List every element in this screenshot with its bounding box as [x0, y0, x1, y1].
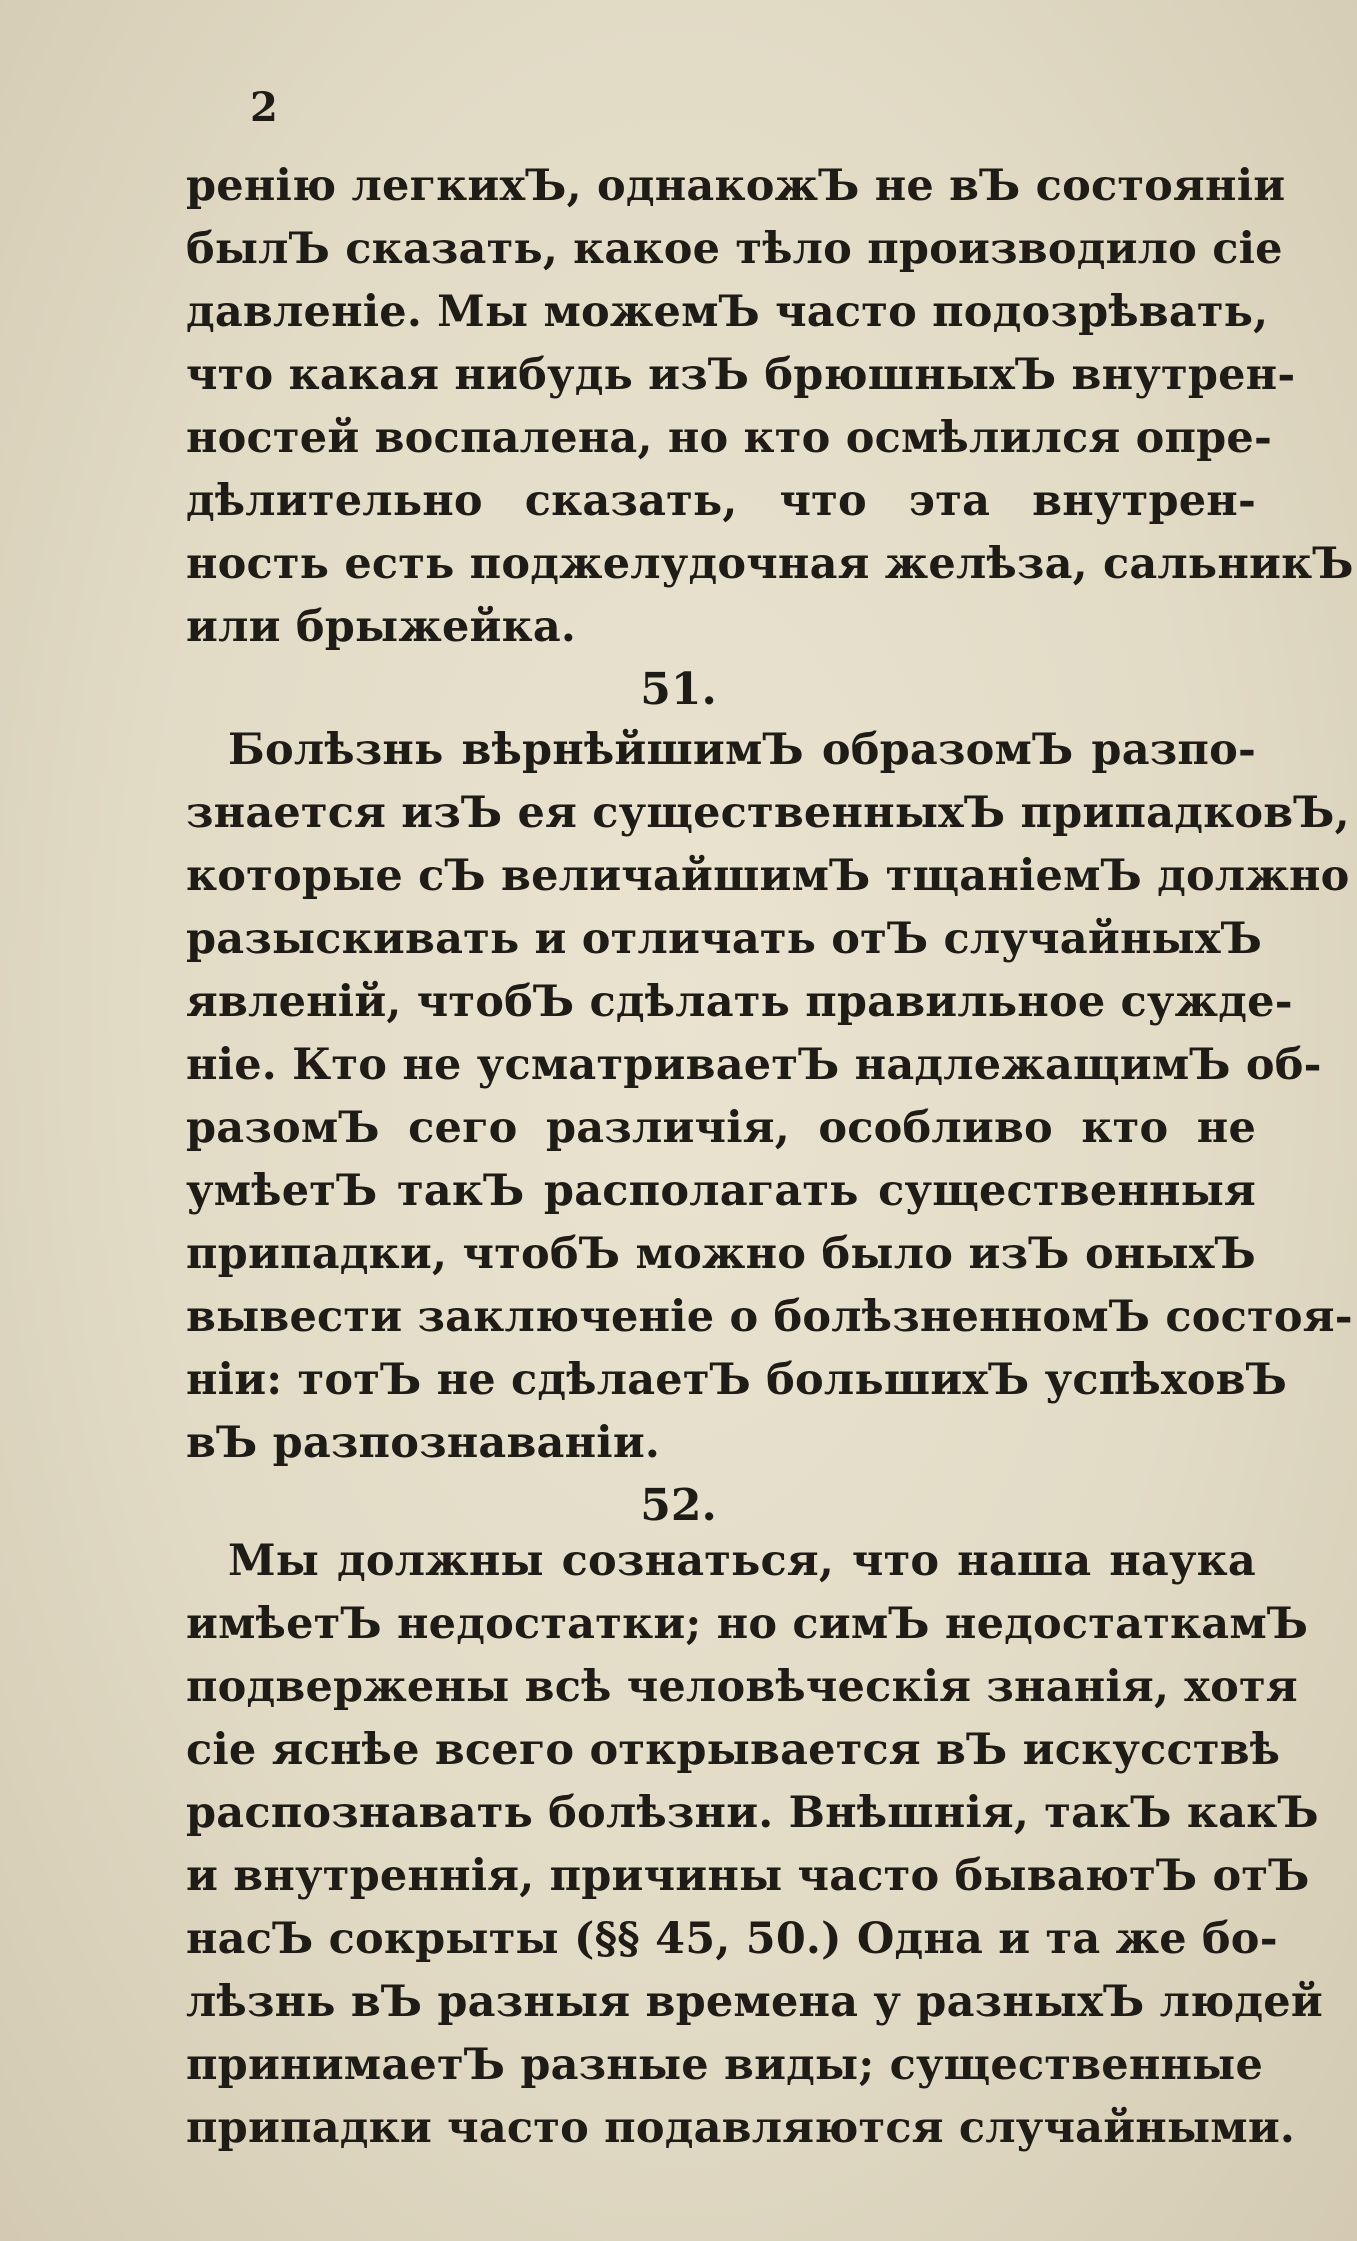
text-line: умѣетЪ такЪ располагать существенныя — [186, 1166, 1256, 1216]
text-line: ніе. Кто не усматриваетЪ надлежащимЪ об- — [186, 1040, 1322, 1090]
text-line: которые сЪ величайшимЪ тщаніемЪ должно — [186, 851, 1350, 901]
text-line: подвержены всѣ человѣческія знанія, хотя — [186, 1662, 1298, 1712]
text-line: вЪ разпознаваніи. — [186, 1418, 661, 1468]
text-line: припадки, чтобЪ можно было изЪ оныхЪ — [186, 1229, 1256, 1279]
text-line: ностей воспалена, но кто осмѣлился опре- — [186, 413, 1273, 463]
text-line: ренію легкихЪ, однакожЪ не вЪ состояніи — [186, 161, 1286, 211]
text-line: ніи: тотЪ не сдѣлаетЪ большихЪ успѣховЪ — [186, 1355, 1288, 1405]
text-line: ность есть поджелудочная желѣза, сальникЪ — [186, 539, 1354, 589]
text-line: и внутреннія, причины часто бываютЪ отЪ — [186, 1851, 1310, 1901]
text-line: насЪ сокрыты (§§ 45, 50.) Одна и та же бо- — [186, 1914, 1278, 1964]
section-number-51: 51. — [640, 664, 717, 715]
section-51-paragraph — [186, 719, 1353, 1475]
text-line: дѣлительно сказать, что эта внутрен- — [186, 476, 1256, 526]
paragraph-continuation — [186, 155, 1354, 659]
text-line: Мы должны сознаться, что наша наука — [228, 1536, 1256, 1586]
text-line: сіе яснѣе всего открывается вЪ искусствѣ — [186, 1725, 1281, 1775]
text-line: лѣзнь вЪ разныя времена у разныхЪ людей — [186, 1977, 1323, 2027]
text-line: припадки часто подавляются случайными. — [186, 2103, 1296, 2153]
section-52-paragraph — [186, 1530, 1323, 2160]
text-line: знается изЪ ея существенныхЪ припадковЪ, — [186, 788, 1350, 838]
text-line: что какая нибудь изЪ брюшныхЪ внутрен- — [186, 350, 1296, 400]
text-line: былЪ сказать, какое тѣло производило сіе — [186, 224, 1283, 274]
text-line: разыскивать и отличать отЪ случайныхЪ — [186, 914, 1263, 964]
text-line: принимаетЪ разные виды; существенные — [186, 2040, 1264, 2090]
section-number-52: 52. — [640, 1480, 717, 1531]
text-line: давленіе. Мы можемЪ часто подозрѣвать, — [186, 287, 1269, 337]
text-line: разомЪ сего различія, особливо кто не — [186, 1103, 1256, 1153]
text-line: распознавать болѣзни. Внѣшнія, такЪ какЪ — [186, 1788, 1319, 1838]
page-number: 2 — [250, 84, 278, 131]
text-line: вывести заключеніе о болѣзненномЪ состоя- — [186, 1292, 1353, 1342]
text-line: явленій, чтобЪ сдѣлать правильное сужде- — [186, 977, 1293, 1027]
text-line: Болѣзнь вѣрнѣйшимЪ образомЪ разпо- — [228, 725, 1256, 775]
text-line: имѣетЪ недостатки; но симЪ недостаткамЪ — [186, 1599, 1309, 1649]
text-line: или брыжейка. — [186, 602, 577, 652]
